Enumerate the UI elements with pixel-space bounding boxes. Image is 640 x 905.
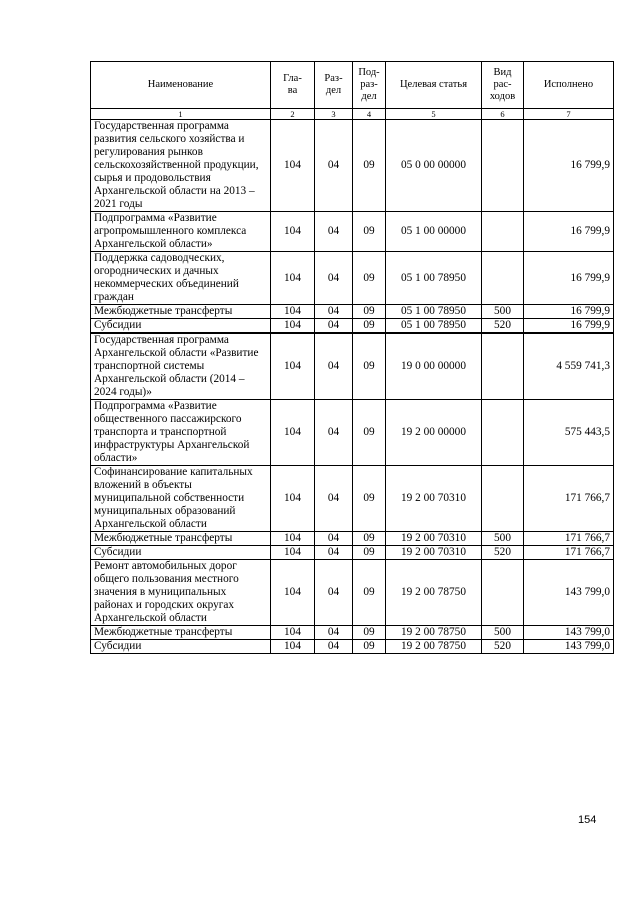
row-vid: 500 <box>482 305 524 319</box>
row-article: 05 1 00 78950 <box>386 252 482 305</box>
row-glava: 104 <box>271 252 315 305</box>
row-article: 19 0 00 00000 <box>386 333 482 400</box>
row-name: Субсидии <box>91 319 271 334</box>
row-razdel: 04 <box>315 319 353 334</box>
row-amount: 143 799,0 <box>524 560 614 626</box>
header-glava: Гла- ва <box>271 62 315 109</box>
row-name: Субсидии <box>91 546 271 560</box>
table-row <box>91 333 614 400</box>
row-name: Межбюджетные трансферты <box>91 305 271 319</box>
row-name: Софинансирование капитальных вложений в объекты муниципальной собственности муниципальных образований Архангельской области <box>91 466 271 532</box>
row-glava: 104 <box>271 560 315 626</box>
row-podrazdel: 09 <box>353 560 386 626</box>
row-razdel: 04 <box>315 400 353 466</box>
row-glava: 104 <box>271 212 315 252</box>
table-row <box>91 466 614 532</box>
row-glava: 104 <box>271 305 315 319</box>
table-row <box>91 305 614 319</box>
row-vid <box>482 400 524 466</box>
row-razdel: 04 <box>315 333 353 400</box>
row-name: Подпрограмма «Развитие агропромышленного комплекса Архангельской области» <box>91 212 271 252</box>
row-amount: 143 799,0 <box>524 626 614 640</box>
row-glava: 104 <box>271 319 315 334</box>
row-amount: 171 766,7 <box>524 466 614 532</box>
column-number: 6 <box>482 109 524 120</box>
row-glava: 104 <box>271 466 315 532</box>
row-name: Межбюджетные трансферты <box>91 626 271 640</box>
table-row <box>91 546 614 560</box>
row-article: 19 2 00 70310 <box>386 546 482 560</box>
row-podrazdel: 09 <box>353 252 386 305</box>
table-row <box>91 120 614 212</box>
row-glava: 104 <box>271 333 315 400</box>
row-vid: 520 <box>482 640 524 654</box>
column-number: 2 <box>271 109 315 120</box>
row-amount: 16 799,9 <box>524 120 614 212</box>
row-vid: 520 <box>482 319 524 334</box>
row-vid <box>482 560 524 626</box>
row-podrazdel: 09 <box>353 212 386 252</box>
row-amount: 4 559 741,3 <box>524 333 614 400</box>
row-amount: 16 799,9 <box>524 319 614 334</box>
table-row <box>91 400 614 466</box>
row-razdel: 04 <box>315 560 353 626</box>
row-amount: 16 799,9 <box>524 212 614 252</box>
row-article: 05 1 00 78950 <box>386 319 482 334</box>
table-row <box>91 252 614 305</box>
header-name: Наименование <box>91 62 271 109</box>
table-row <box>91 212 614 252</box>
row-vid: 520 <box>482 546 524 560</box>
row-podrazdel: 09 <box>353 640 386 654</box>
column-number: 7 <box>524 109 614 120</box>
row-name: Поддержка садоводческих, огороднических и дачных некоммерческих объединений граждан <box>91 252 271 305</box>
row-name: Субсидии <box>91 640 271 654</box>
row-article: 19 2 00 78750 <box>386 640 482 654</box>
row-vid <box>482 212 524 252</box>
row-amount: 16 799,9 <box>524 252 614 305</box>
row-glava: 104 <box>271 120 315 212</box>
row-amount: 575 443,5 <box>524 400 614 466</box>
row-article: 05 0 00 00000 <box>386 120 482 212</box>
column-number: 1 <box>91 109 271 120</box>
page-number: 154 <box>578 814 597 826</box>
row-article: 05 1 00 00000 <box>386 212 482 252</box>
header-podrazdel: Под- раз- дел <box>353 62 386 109</box>
budget-table <box>90 61 614 654</box>
row-glava: 104 <box>271 532 315 546</box>
column-number: 3 <box>315 109 353 120</box>
row-name: Ремонт автомобильных дорог общего пользования местного значения в муниципальных районах и городских округах Архангельской области <box>91 560 271 626</box>
row-name: Государственная программа Архангельской области «Развитие транспортной системы Архангельской области (2014 – 2024 годы)» <box>91 333 271 400</box>
row-razdel: 04 <box>315 466 353 532</box>
row-article: 19 2 00 78750 <box>386 626 482 640</box>
row-razdel: 04 <box>315 532 353 546</box>
row-article: 19 2 00 78750 <box>386 560 482 626</box>
row-razdel: 04 <box>315 546 353 560</box>
row-vid <box>482 120 524 212</box>
row-amount: 171 766,7 <box>524 546 614 560</box>
row-razdel: 04 <box>315 120 353 212</box>
row-podrazdel: 09 <box>353 532 386 546</box>
table-row <box>91 560 614 626</box>
column-number: 4 <box>353 109 386 120</box>
table-row <box>91 640 614 654</box>
table-row <box>91 532 614 546</box>
row-vid: 500 <box>482 626 524 640</box>
row-name: Государственная программа развития сельского хозяйства и регулирования рынков сельскохозяйственной продукции, сырья и продовольствия Архангельской области на 2013 – 2021 годы <box>91 120 271 212</box>
row-amount: 16 799,9 <box>524 305 614 319</box>
row-podrazdel: 09 <box>353 120 386 212</box>
row-name: Подпрограмма «Развитие общественного пассажирского транспорта и транспортной инфраструктуры Архангельской области» <box>91 400 271 466</box>
row-razdel: 04 <box>315 212 353 252</box>
row-podrazdel: 09 <box>353 333 386 400</box>
row-vid <box>482 333 524 400</box>
row-article: 19 2 00 70310 <box>386 466 482 532</box>
column-number-row <box>91 109 614 120</box>
row-podrazdel: 09 <box>353 400 386 466</box>
header-article: Целевая статья <box>386 62 482 109</box>
table-row <box>91 626 614 640</box>
row-glava: 104 <box>271 626 315 640</box>
row-vid <box>482 466 524 532</box>
row-razdel: 04 <box>315 305 353 319</box>
row-podrazdel: 09 <box>353 305 386 319</box>
header-row <box>91 62 614 109</box>
row-name: Межбюджетные трансферты <box>91 532 271 546</box>
row-amount: 143 799,0 <box>524 640 614 654</box>
row-vid <box>482 252 524 305</box>
header-done: Исполнено <box>524 62 614 109</box>
row-glava: 104 <box>271 640 315 654</box>
row-podrazdel: 09 <box>353 626 386 640</box>
row-article: 19 2 00 00000 <box>386 400 482 466</box>
row-podrazdel: 09 <box>353 319 386 334</box>
row-vid: 500 <box>482 532 524 546</box>
row-amount: 171 766,7 <box>524 532 614 546</box>
row-article: 19 2 00 70310 <box>386 532 482 546</box>
row-razdel: 04 <box>315 252 353 305</box>
row-razdel: 04 <box>315 640 353 654</box>
table-row <box>91 319 614 334</box>
column-number: 5 <box>386 109 482 120</box>
row-razdel: 04 <box>315 626 353 640</box>
row-glava: 104 <box>271 546 315 560</box>
row-article: 05 1 00 78950 <box>386 305 482 319</box>
row-podrazdel: 09 <box>353 466 386 532</box>
header-vid: Вид рас- ходов <box>482 62 524 109</box>
row-glava: 104 <box>271 400 315 466</box>
header-razdel: Раз- дел <box>315 62 353 109</box>
row-podrazdel: 09 <box>353 546 386 560</box>
